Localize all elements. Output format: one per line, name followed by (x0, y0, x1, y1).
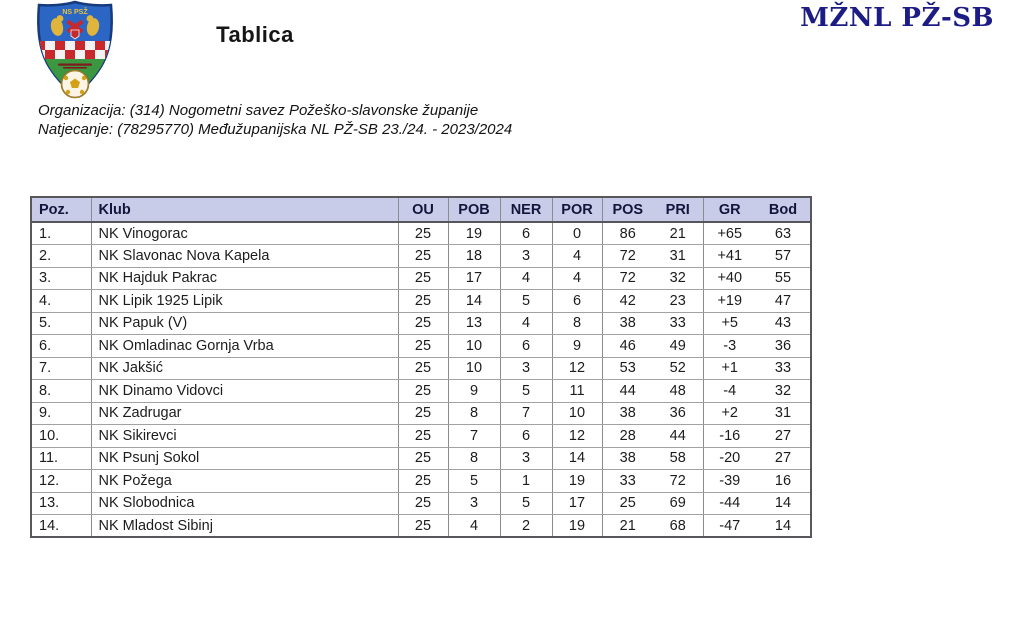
club-name-cell: NK Slavonac Nova Kapela (91, 245, 398, 268)
table-cell: -4 (703, 380, 756, 403)
table-cell: 11 (552, 380, 602, 403)
standings-table (30, 196, 812, 538)
table-cell: 25 (398, 290, 448, 313)
crest-checkerboard (35, 41, 115, 59)
table-cell: 13. (31, 492, 91, 515)
table-cell: 27 (756, 425, 811, 448)
table-cell: 10 (552, 402, 602, 425)
table-cell: 3 (500, 447, 552, 470)
table-cell: 19 (448, 222, 500, 245)
table-cell: -16 (703, 425, 756, 448)
table-cell: 53 (602, 357, 653, 380)
table-row (31, 357, 811, 380)
table-cell: 25 (398, 402, 448, 425)
table-cell: 25 (398, 312, 448, 335)
table-cell: 14 (448, 290, 500, 313)
table-cell: 3 (500, 245, 552, 268)
table-cell: 63 (756, 222, 811, 245)
table-row (31, 290, 811, 313)
column-header-1: Klub (91, 197, 398, 222)
table-cell: 69 (653, 492, 703, 515)
column-header-5: POR (552, 197, 602, 222)
table-cell: 0 (552, 222, 602, 245)
table-row (31, 312, 811, 335)
table-cell: -44 (703, 492, 756, 515)
table-cell: 5 (500, 492, 552, 515)
table-cell: +19 (703, 290, 756, 313)
table-cell: 10. (31, 425, 91, 448)
table-cell: 58 (653, 447, 703, 470)
table-cell: 25 (398, 267, 448, 290)
club-name-cell: NK Sikirevci (91, 425, 398, 448)
table-cell: 4 (448, 515, 500, 538)
organization-line: Organizacija: (314) Nogometni savez Požeško-slavonske županije (38, 102, 479, 119)
table-cell: 17 (552, 492, 602, 515)
table-cell: 6. (31, 335, 91, 358)
table-cell: 8 (448, 447, 500, 470)
table-cell: 3. (31, 267, 91, 290)
table-cell: 42 (602, 290, 653, 313)
table-cell: 12 (552, 425, 602, 448)
table-cell: 38 (602, 312, 653, 335)
table-cell: 4 (552, 267, 602, 290)
club-name-cell: NK Jakšić (91, 357, 398, 380)
table-row (31, 222, 811, 245)
table-row (31, 402, 811, 425)
column-header-8: GR (703, 197, 756, 222)
table-cell: 68 (653, 515, 703, 538)
column-header-7: PRI (653, 197, 703, 222)
table-cell: 25 (398, 245, 448, 268)
table-cell: 4 (552, 245, 602, 268)
table-cell: 25 (398, 447, 448, 470)
table-cell: 25 (398, 335, 448, 358)
table-row (31, 335, 811, 358)
table-cell: 1. (31, 222, 91, 245)
table-cell: +65 (703, 222, 756, 245)
page-title: Tablica (216, 22, 294, 47)
table-cell: 14 (552, 447, 602, 470)
table-cell: 48 (653, 380, 703, 403)
club-name-cell: NK Zadrugar (91, 402, 398, 425)
league-name: MŽNL PŽ-SB (800, 3, 994, 33)
table-cell: -47 (703, 515, 756, 538)
table-cell: 25 (398, 515, 448, 538)
table-row (31, 492, 811, 515)
table-cell: 47 (756, 290, 811, 313)
table-row (31, 447, 811, 470)
table-cell: 13 (448, 312, 500, 335)
table-cell: 33 (602, 470, 653, 493)
competition-line: Natjecanje: (78295770) Međužupanijska NL PŽ-SB 23./24. - 2023/2024 (38, 121, 513, 138)
table-row (31, 380, 811, 403)
table-cell: 4 (500, 312, 552, 335)
table-row (31, 245, 811, 268)
table-cell: +5 (703, 312, 756, 335)
club-name-cell: NK Vinogorac (91, 222, 398, 245)
club-name-cell: NK Dinamo Vidovci (91, 380, 398, 403)
table-cell: 28 (602, 425, 653, 448)
table-cell: 25 (398, 425, 448, 448)
crest-text: NS PSŽ (62, 9, 88, 16)
table-cell: 3 (500, 357, 552, 380)
table-cell: 17 (448, 267, 500, 290)
club-name-cell: NK Omladinac Gornja Vrba (91, 335, 398, 358)
club-name-cell: NK Papuk (V) (91, 312, 398, 335)
table-cell: 7 (448, 425, 500, 448)
table-cell: 8. (31, 380, 91, 403)
table-cell: 25 (398, 222, 448, 245)
table-cell: 52 (653, 357, 703, 380)
table-cell: 25 (398, 380, 448, 403)
club-crest-logo (30, 0, 120, 102)
table-cell: 16 (756, 470, 811, 493)
column-header-9: Bod (756, 197, 811, 222)
table-cell: 6 (500, 335, 552, 358)
table-cell: 44 (653, 425, 703, 448)
table-cell: 5 (500, 380, 552, 403)
table-cell: 1 (500, 470, 552, 493)
club-name-cell: NK Lipik 1925 Lipik (91, 290, 398, 313)
table-cell: 4 (500, 267, 552, 290)
table-cell: 2. (31, 245, 91, 268)
crest-football (62, 71, 89, 98)
table-cell: 38 (602, 447, 653, 470)
club-name-cell: NK Hajduk Pakrac (91, 267, 398, 290)
table-cell: 7. (31, 357, 91, 380)
table-cell: 31 (653, 245, 703, 268)
table-cell: 14. (31, 515, 91, 538)
table-row (31, 425, 811, 448)
table-cell: 8 (448, 402, 500, 425)
table-cell: 25 (602, 492, 653, 515)
club-name-cell: NK Požega (91, 470, 398, 493)
table-cell: 18 (448, 245, 500, 268)
table-cell: 31 (756, 402, 811, 425)
table-cell: 19 (552, 470, 602, 493)
table-cell: +2 (703, 402, 756, 425)
table-cell: 6 (500, 425, 552, 448)
table-cell: 36 (756, 335, 811, 358)
table-cell: 9. (31, 402, 91, 425)
table-cell: -20 (703, 447, 756, 470)
table-cell: 10 (448, 357, 500, 380)
table-cell: 5 (448, 470, 500, 493)
table-row (31, 267, 811, 290)
table-cell: 55 (756, 267, 811, 290)
table-cell: 3 (448, 492, 500, 515)
table-cell: 72 (602, 245, 653, 268)
table-cell: 14 (756, 492, 811, 515)
table-cell: 8 (552, 312, 602, 335)
column-header-0: Poz. (31, 197, 91, 222)
table-cell: -3 (703, 335, 756, 358)
document-meta (38, 101, 512, 139)
table-cell: 27 (756, 447, 811, 470)
table-cell: 9 (552, 335, 602, 358)
table-cell: 5. (31, 312, 91, 335)
table-cell: 5 (500, 290, 552, 313)
table-cell: 11. (31, 447, 91, 470)
club-name-cell: NK Slobodnica (91, 492, 398, 515)
table-cell: 21 (602, 515, 653, 538)
table-cell: 38 (602, 402, 653, 425)
column-header-6: POS (602, 197, 653, 222)
table-cell: 46 (602, 335, 653, 358)
table-cell: 72 (602, 267, 653, 290)
table-cell: 72 (653, 470, 703, 493)
table-cell: 86 (602, 222, 653, 245)
table-cell: 33 (756, 357, 811, 380)
table-cell: 49 (653, 335, 703, 358)
table-cell: 32 (653, 267, 703, 290)
table-cell: +1 (703, 357, 756, 380)
column-header-2: OU (398, 197, 448, 222)
table-cell: 2 (500, 515, 552, 538)
table-cell: 4. (31, 290, 91, 313)
table-cell: 57 (756, 245, 811, 268)
table-cell: 25 (398, 470, 448, 493)
table-cell: 6 (500, 222, 552, 245)
table-cell: 12 (552, 357, 602, 380)
column-header-4: NER (500, 197, 552, 222)
table-cell: 10 (448, 335, 500, 358)
table-cell: 25 (398, 492, 448, 515)
table-cell: 21 (653, 222, 703, 245)
table-cell: 23 (653, 290, 703, 313)
club-name-cell: NK Mladost Sibinj (91, 515, 398, 538)
table-cell: 9 (448, 380, 500, 403)
table-cell: 43 (756, 312, 811, 335)
table-cell: +40 (703, 267, 756, 290)
table-cell: 7 (500, 402, 552, 425)
table-cell: 36 (653, 402, 703, 425)
table-row (31, 470, 811, 493)
standings-table-header (31, 197, 811, 222)
table-cell: -39 (703, 470, 756, 493)
table-cell: 25 (398, 357, 448, 380)
table-cell: 19 (552, 515, 602, 538)
column-header-3: POB (448, 197, 500, 222)
table-cell: 6 (552, 290, 602, 313)
table-cell: 33 (653, 312, 703, 335)
table-cell: 44 (602, 380, 653, 403)
table-cell: 32 (756, 380, 811, 403)
club-name-cell: NK Psunj Sokol (91, 447, 398, 470)
table-cell: +41 (703, 245, 756, 268)
table-row (31, 515, 811, 538)
table-cell: 14 (756, 515, 811, 538)
table-cell: 12. (31, 470, 91, 493)
